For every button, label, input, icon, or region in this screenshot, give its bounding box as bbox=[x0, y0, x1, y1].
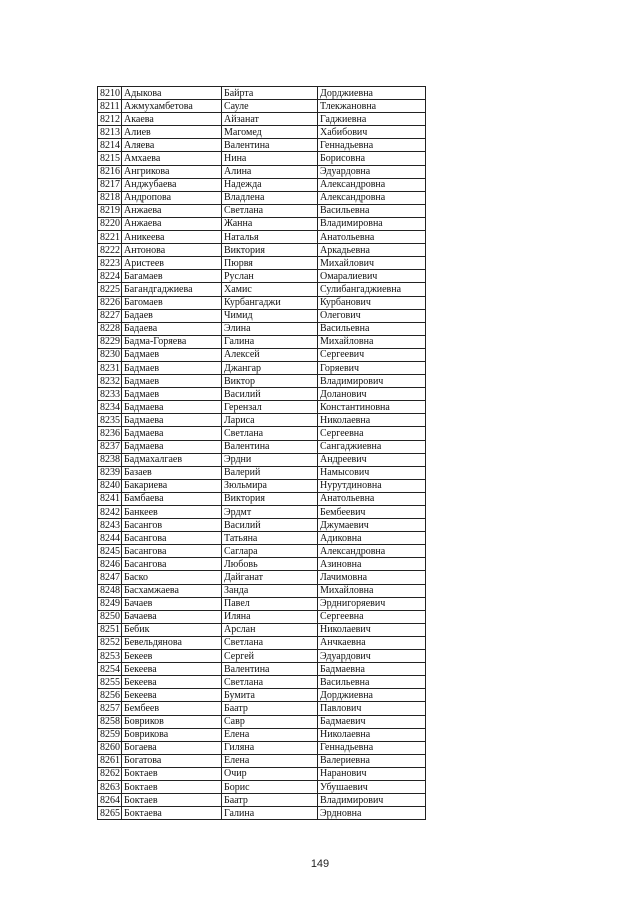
name-cell: Айзанат bbox=[222, 113, 318, 126]
surname-cell: Аникеева bbox=[122, 231, 222, 244]
table-row bbox=[98, 361, 426, 374]
patronymic-cell: Анатольевна bbox=[318, 492, 426, 505]
table-row bbox=[98, 780, 426, 793]
name-cell: Курбангаджи bbox=[222, 296, 318, 309]
table-row bbox=[98, 623, 426, 636]
patronymic-cell: Андреевич bbox=[318, 453, 426, 466]
table-row bbox=[98, 191, 426, 204]
row-number: 8217 bbox=[98, 178, 122, 191]
name-cell: Гиляна bbox=[222, 741, 318, 754]
row-number: 8235 bbox=[98, 414, 122, 427]
surname-cell: Багомаев bbox=[122, 296, 222, 309]
table-row bbox=[98, 152, 426, 165]
row-number: 8252 bbox=[98, 636, 122, 649]
patronymic-cell: Горяевич bbox=[318, 361, 426, 374]
table-row bbox=[98, 87, 426, 100]
surname-cell: Бекеева bbox=[122, 689, 222, 702]
patronymic-cell: Павлович bbox=[318, 702, 426, 715]
surname-cell: Бачаева bbox=[122, 610, 222, 623]
surname-cell: Алиев bbox=[122, 126, 222, 139]
patronymic-cell: Тлекжановна bbox=[318, 100, 426, 113]
name-cell: Очир bbox=[222, 767, 318, 780]
row-number: 8245 bbox=[98, 545, 122, 558]
name-cell: Чимид bbox=[222, 309, 318, 322]
surname-cell: Бадмаев bbox=[122, 348, 222, 361]
patronymic-cell: Эрднигоряевич bbox=[318, 597, 426, 610]
surname-cell: Бадмаева bbox=[122, 440, 222, 453]
row-number: 8233 bbox=[98, 388, 122, 401]
patronymic-cell: Сергеевич bbox=[318, 348, 426, 361]
row-number: 8260 bbox=[98, 741, 122, 754]
row-number: 8237 bbox=[98, 440, 122, 453]
name-cell: Виктор bbox=[222, 375, 318, 388]
surname-cell: Боктаев bbox=[122, 780, 222, 793]
table-row bbox=[98, 100, 426, 113]
table-row bbox=[98, 113, 426, 126]
patronymic-cell: Хабибович bbox=[318, 126, 426, 139]
table-row bbox=[98, 427, 426, 440]
name-cell: Зюльмира bbox=[222, 479, 318, 492]
table-row bbox=[98, 440, 426, 453]
row-number: 8238 bbox=[98, 453, 122, 466]
row-number: 8214 bbox=[98, 139, 122, 152]
table-row bbox=[98, 571, 426, 584]
surname-cell: Бачаев bbox=[122, 597, 222, 610]
name-cell: Эрдмт bbox=[222, 506, 318, 519]
table-row bbox=[98, 807, 426, 820]
table-row bbox=[98, 650, 426, 663]
patronymic-cell: Бадмаевич bbox=[318, 715, 426, 728]
table-row bbox=[98, 126, 426, 139]
surname-cell: Бекеева bbox=[122, 663, 222, 676]
patronymic-cell: Дорджиевна bbox=[318, 87, 426, 100]
table-row bbox=[98, 676, 426, 689]
row-number: 8248 bbox=[98, 584, 122, 597]
row-number: 8261 bbox=[98, 754, 122, 767]
name-cell: Павел bbox=[222, 597, 318, 610]
row-number: 8264 bbox=[98, 794, 122, 807]
table-row bbox=[98, 532, 426, 545]
name-cell: Валентина bbox=[222, 440, 318, 453]
table-row bbox=[98, 466, 426, 479]
name-cell: Бумита bbox=[222, 689, 318, 702]
row-number: 8240 bbox=[98, 479, 122, 492]
surname-cell: Басангова bbox=[122, 545, 222, 558]
row-number: 8216 bbox=[98, 165, 122, 178]
patronymic-cell: Владимировна bbox=[318, 217, 426, 230]
row-number: 8244 bbox=[98, 532, 122, 545]
patronymic-cell: Александровна bbox=[318, 178, 426, 191]
patronymic-cell: Анатольевна bbox=[318, 231, 426, 244]
surname-cell: Бембеев bbox=[122, 702, 222, 715]
surname-cell: Боктаева bbox=[122, 807, 222, 820]
name-cell: Баатр bbox=[222, 702, 318, 715]
row-number: 8263 bbox=[98, 780, 122, 793]
row-number: 8218 bbox=[98, 191, 122, 204]
patronymic-cell: Дорджиевна bbox=[318, 689, 426, 702]
surname-cell: Банкеев bbox=[122, 506, 222, 519]
surname-cell: Бадмаева bbox=[122, 401, 222, 414]
row-number: 8223 bbox=[98, 257, 122, 270]
name-cell: Хамис bbox=[222, 283, 318, 296]
name-cell: Пюрвя bbox=[222, 257, 318, 270]
surname-cell: Бадмаев bbox=[122, 361, 222, 374]
surname-cell: Бекеева bbox=[122, 676, 222, 689]
row-number: 8236 bbox=[98, 427, 122, 440]
table-row bbox=[98, 767, 426, 780]
patronymic-cell: Валериевна bbox=[318, 754, 426, 767]
row-number: 8227 bbox=[98, 309, 122, 322]
surname-cell: Басхамжаева bbox=[122, 584, 222, 597]
name-cell: Елена bbox=[222, 728, 318, 741]
patronymic-cell: Аркадьевна bbox=[318, 244, 426, 257]
table-row bbox=[98, 204, 426, 217]
name-cell: Светлана bbox=[222, 676, 318, 689]
table-row bbox=[98, 519, 426, 532]
name-cell: Джангар bbox=[222, 361, 318, 374]
name-cell: Дайганат bbox=[222, 571, 318, 584]
table-row bbox=[98, 741, 426, 754]
row-number: 8222 bbox=[98, 244, 122, 257]
table-row bbox=[98, 309, 426, 322]
patronymic-cell: Курбанович bbox=[318, 296, 426, 309]
surname-cell: Бадмаев bbox=[122, 388, 222, 401]
row-number: 8213 bbox=[98, 126, 122, 139]
name-cell: Светлана bbox=[222, 636, 318, 649]
surname-cell: Ажмухамбетова bbox=[122, 100, 222, 113]
row-number: 8265 bbox=[98, 807, 122, 820]
name-cell: Валентина bbox=[222, 139, 318, 152]
row-number: 8220 bbox=[98, 217, 122, 230]
surname-cell: Бадаева bbox=[122, 322, 222, 335]
row-number: 8246 bbox=[98, 558, 122, 571]
row-number: 8254 bbox=[98, 663, 122, 676]
patronymic-cell: Николаевна bbox=[318, 728, 426, 741]
table-row bbox=[98, 794, 426, 807]
name-cell: Иляна bbox=[222, 610, 318, 623]
name-cell: Светлана bbox=[222, 427, 318, 440]
patronymic-cell: Омаралиевич bbox=[318, 270, 426, 283]
patronymic-cell: Джумаевич bbox=[318, 519, 426, 532]
page-number: 149 bbox=[310, 858, 330, 870]
table-row bbox=[98, 702, 426, 715]
surname-cell: Андропова bbox=[122, 191, 222, 204]
name-cell: Сауле bbox=[222, 100, 318, 113]
row-number: 8247 bbox=[98, 571, 122, 584]
patronymic-cell: Эдуардович bbox=[318, 650, 426, 663]
name-cell: Магомед bbox=[222, 126, 318, 139]
table-row bbox=[98, 663, 426, 676]
name-cell: Елена bbox=[222, 754, 318, 767]
patronymic-cell: Эдуардовна bbox=[318, 165, 426, 178]
patronymic-cell: Сулибангаджиевна bbox=[318, 283, 426, 296]
name-cell: Валерий bbox=[222, 466, 318, 479]
patronymic-cell: Сергеевна bbox=[318, 427, 426, 440]
name-cell: Наталья bbox=[222, 231, 318, 244]
row-number: 8241 bbox=[98, 492, 122, 505]
table-row bbox=[98, 165, 426, 178]
patronymic-cell: Геннадьевна bbox=[318, 139, 426, 152]
patronymic-cell: Гаджиевна bbox=[318, 113, 426, 126]
patronymic-cell: Анчкаевна bbox=[318, 636, 426, 649]
name-cell: Саглара bbox=[222, 545, 318, 558]
surname-cell: Багамаев bbox=[122, 270, 222, 283]
row-number: 8221 bbox=[98, 231, 122, 244]
table-row bbox=[98, 492, 426, 505]
name-cell: Виктория bbox=[222, 492, 318, 505]
row-number: 8243 bbox=[98, 519, 122, 532]
name-cell: Байрта bbox=[222, 87, 318, 100]
row-number: 8212 bbox=[98, 113, 122, 126]
name-cell: Савр bbox=[222, 715, 318, 728]
surname-cell: Анжаева bbox=[122, 204, 222, 217]
row-number: 8210 bbox=[98, 87, 122, 100]
row-number: 8239 bbox=[98, 466, 122, 479]
surname-cell: Анджубаева bbox=[122, 178, 222, 191]
row-number: 8228 bbox=[98, 322, 122, 335]
name-cell: Виктория bbox=[222, 244, 318, 257]
row-number: 8231 bbox=[98, 361, 122, 374]
table-row bbox=[98, 506, 426, 519]
surname-cell: Бадмаев bbox=[122, 375, 222, 388]
patronymic-cell: Александровна bbox=[318, 191, 426, 204]
surname-cell: Анжаева bbox=[122, 217, 222, 230]
name-cell: Надежда bbox=[222, 178, 318, 191]
name-cell: Любовь bbox=[222, 558, 318, 571]
name-cell: Жанна bbox=[222, 217, 318, 230]
table-row bbox=[98, 610, 426, 623]
surname-cell: Ангрикова bbox=[122, 165, 222, 178]
patronymic-cell: Владимирович bbox=[318, 375, 426, 388]
surname-cell: Боктаев bbox=[122, 767, 222, 780]
surname-cell: Бекеев bbox=[122, 650, 222, 663]
name-cell: Галина bbox=[222, 335, 318, 348]
patronymic-cell: Борисовна bbox=[318, 152, 426, 165]
surname-cell: Баско bbox=[122, 571, 222, 584]
patronymic-cell: Геннадьевна bbox=[318, 741, 426, 754]
table-row bbox=[98, 715, 426, 728]
surname-cell: Бакариева bbox=[122, 479, 222, 492]
patronymic-cell: Лачимовна bbox=[318, 571, 426, 584]
name-cell: Светлана bbox=[222, 204, 318, 217]
surname-cell: Бевельдянова bbox=[122, 636, 222, 649]
roster-body bbox=[98, 87, 426, 820]
row-number: 8215 bbox=[98, 152, 122, 165]
row-number: 8258 bbox=[98, 715, 122, 728]
name-cell: Руслан bbox=[222, 270, 318, 283]
row-number: 8262 bbox=[98, 767, 122, 780]
patronymic-cell: Эрдновна bbox=[318, 807, 426, 820]
surname-cell: Бовриков bbox=[122, 715, 222, 728]
patronymic-cell: Убушаевич bbox=[318, 780, 426, 793]
table-row bbox=[98, 414, 426, 427]
surname-cell: Антонова bbox=[122, 244, 222, 257]
table-row bbox=[98, 244, 426, 257]
row-number: 8225 bbox=[98, 283, 122, 296]
name-cell: Баатр bbox=[222, 794, 318, 807]
table-row bbox=[98, 754, 426, 767]
patronymic-cell: Владимирович bbox=[318, 794, 426, 807]
surname-cell: Бамбаева bbox=[122, 492, 222, 505]
row-number: 8226 bbox=[98, 296, 122, 309]
surname-cell: Богаева bbox=[122, 741, 222, 754]
surname-cell: Бадма-Горяева bbox=[122, 335, 222, 348]
name-cell: Валентина bbox=[222, 663, 318, 676]
row-number: 8257 bbox=[98, 702, 122, 715]
name-cell: Герензал bbox=[222, 401, 318, 414]
surname-cell: Акаева bbox=[122, 113, 222, 126]
surname-cell: Аляева bbox=[122, 139, 222, 152]
row-number: 8224 bbox=[98, 270, 122, 283]
table-row bbox=[98, 545, 426, 558]
name-cell: Арслан bbox=[222, 623, 318, 636]
table-row bbox=[98, 270, 426, 283]
name-cell: Алина bbox=[222, 165, 318, 178]
patronymic-cell: Николаевич bbox=[318, 623, 426, 636]
name-cell: Занда bbox=[222, 584, 318, 597]
surname-cell: Боктаев bbox=[122, 794, 222, 807]
name-cell: Василий bbox=[222, 388, 318, 401]
patronymic-cell: Наранович bbox=[318, 767, 426, 780]
table-row bbox=[98, 296, 426, 309]
name-cell: Алексей bbox=[222, 348, 318, 361]
surname-cell: Басангова bbox=[122, 532, 222, 545]
row-number: 8250 bbox=[98, 610, 122, 623]
row-number: 8256 bbox=[98, 689, 122, 702]
surname-cell: Бадмахалгаев bbox=[122, 453, 222, 466]
surname-cell: Бебик bbox=[122, 623, 222, 636]
patronymic-cell: Доланович bbox=[318, 388, 426, 401]
table-row bbox=[98, 558, 426, 571]
name-cell: Татьяна bbox=[222, 532, 318, 545]
patronymic-cell: Александровна bbox=[318, 545, 426, 558]
surname-cell: Адыкова bbox=[122, 87, 222, 100]
name-cell: Эрдни bbox=[222, 453, 318, 466]
row-number: 8230 bbox=[98, 348, 122, 361]
table-row bbox=[98, 375, 426, 388]
patronymic-cell: Сергеевна bbox=[318, 610, 426, 623]
table-row bbox=[98, 178, 426, 191]
row-number: 8211 bbox=[98, 100, 122, 113]
table-row bbox=[98, 348, 426, 361]
patronymic-cell: Константиновна bbox=[318, 401, 426, 414]
table-row bbox=[98, 479, 426, 492]
table-row bbox=[98, 139, 426, 152]
patronymic-cell: Намысович bbox=[318, 466, 426, 479]
table-row bbox=[98, 283, 426, 296]
patronymic-cell: Васильевна bbox=[318, 676, 426, 689]
row-number: 8234 bbox=[98, 401, 122, 414]
patronymic-cell: Николаевна bbox=[318, 414, 426, 427]
row-number: 8232 bbox=[98, 375, 122, 388]
table-row bbox=[98, 322, 426, 335]
roster-table bbox=[97, 86, 426, 820]
surname-cell: Богатова bbox=[122, 754, 222, 767]
name-cell: Владлена bbox=[222, 191, 318, 204]
table-row bbox=[98, 231, 426, 244]
surname-cell: Бадмаева bbox=[122, 427, 222, 440]
name-cell: Элина bbox=[222, 322, 318, 335]
patronymic-cell: Нурутдиновна bbox=[318, 479, 426, 492]
patronymic-cell: Азиновна bbox=[318, 558, 426, 571]
patronymic-cell: Васильевна bbox=[318, 204, 426, 217]
patronymic-cell: Михайловна bbox=[318, 584, 426, 597]
table-row bbox=[98, 388, 426, 401]
row-number: 8249 bbox=[98, 597, 122, 610]
table-row bbox=[98, 453, 426, 466]
table-row bbox=[98, 728, 426, 741]
surname-cell: Базаев bbox=[122, 466, 222, 479]
name-cell: Галина bbox=[222, 807, 318, 820]
surname-cell: Боврикова bbox=[122, 728, 222, 741]
surname-cell: Бадмаева bbox=[122, 414, 222, 427]
table-row bbox=[98, 689, 426, 702]
table-row bbox=[98, 217, 426, 230]
table-row bbox=[98, 636, 426, 649]
surname-cell: Аристеев bbox=[122, 257, 222, 270]
patronymic-cell: Бадмаевна bbox=[318, 663, 426, 676]
name-cell: Борис bbox=[222, 780, 318, 793]
surname-cell: Амхаева bbox=[122, 152, 222, 165]
surname-cell: Басангова bbox=[122, 558, 222, 571]
table-row bbox=[98, 335, 426, 348]
table-row bbox=[98, 597, 426, 610]
surname-cell: Бадаев bbox=[122, 309, 222, 322]
patronymic-cell: Адиковна bbox=[318, 532, 426, 545]
name-cell: Василий bbox=[222, 519, 318, 532]
row-number: 8259 bbox=[98, 728, 122, 741]
table-row bbox=[98, 401, 426, 414]
surname-cell: Басангов bbox=[122, 519, 222, 532]
patronymic-cell: Бембеевич bbox=[318, 506, 426, 519]
row-number: 8242 bbox=[98, 506, 122, 519]
patronymic-cell: Сангаджиевна bbox=[318, 440, 426, 453]
table-row bbox=[98, 584, 426, 597]
name-cell: Лариса bbox=[222, 414, 318, 427]
patronymic-cell: Олегович bbox=[318, 309, 426, 322]
row-number: 8253 bbox=[98, 650, 122, 663]
patronymic-cell: Михайловна bbox=[318, 335, 426, 348]
row-number: 8219 bbox=[98, 204, 122, 217]
row-number: 8255 bbox=[98, 676, 122, 689]
name-cell: Сергей bbox=[222, 650, 318, 663]
surname-cell: Багандгаджиева bbox=[122, 283, 222, 296]
name-cell: Нина bbox=[222, 152, 318, 165]
row-number: 8229 bbox=[98, 335, 122, 348]
patronymic-cell: Васильевна bbox=[318, 322, 426, 335]
table-row bbox=[98, 257, 426, 270]
row-number: 8251 bbox=[98, 623, 122, 636]
patronymic-cell: Михайлович bbox=[318, 257, 426, 270]
